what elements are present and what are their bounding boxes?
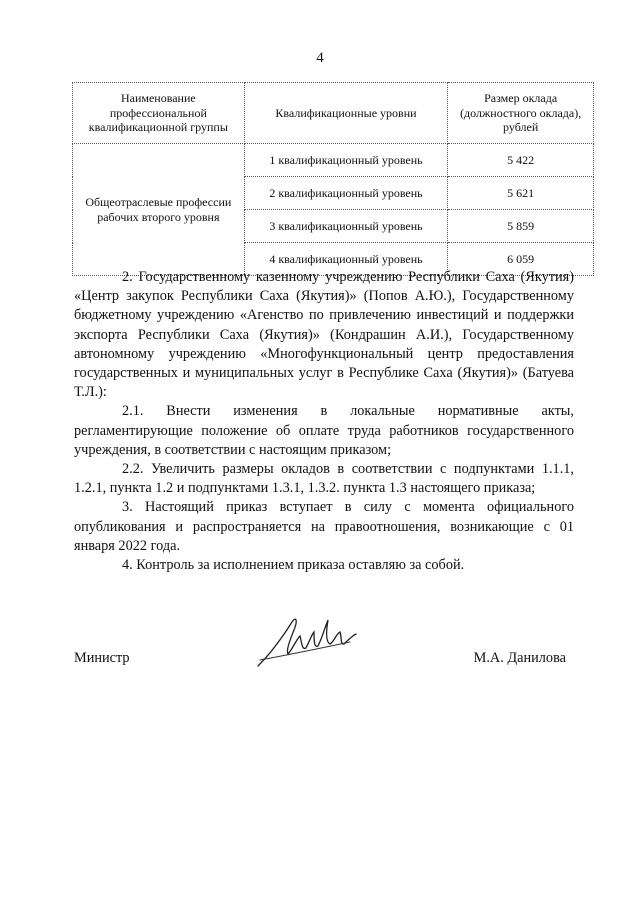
level-cell: 2 квалификационный уровень xyxy=(244,177,448,210)
handwritten-signature xyxy=(252,610,362,672)
salary-cell: 5 859 xyxy=(448,210,594,243)
paragraph-2-2: 2.2. Увеличить размеры окладов в соответствии с подпунктами 1.1.1, 1.2.1, пункта 1.2 и подпунктами 1.3.1, 1.3.2. пункта 1.3 настоящего приказа; xyxy=(74,461,574,497)
paragraph-2-1: 2.1. Внести изменения в локальные нормативные акты, регламентирующие положение об оплате труда работников государственного учреждения, в соответствии с настоящим приказом; xyxy=(74,403,574,458)
level-cell: 4 квалификационный уровень xyxy=(244,243,448,276)
level-cell: 3 квалификационный уровень xyxy=(244,210,448,243)
paragraph-2: 2. Государственному казенному учреждению Республики Саха (Якутия) «Центр закупок Республики Саха (Якутия)» (Попов А.Ю.), Государственному бюджетному учреждению «Агенство по привлечению инвестиций и поддержки экспорта Республики Саха (Якутия)» (Кондрашин А.И.), Государственному автономному учреждению «Многофункциональный центр предоставления государственных и муниципальных услуг в Республике Саха (Якутия)» (Батуева Т.Л.): xyxy=(74,269,574,401)
table-row xyxy=(73,144,594,177)
header-group-name: Наименование профессиональной квалификационной группы xyxy=(73,83,245,144)
table-header-row xyxy=(73,83,594,144)
level-cell: 1 квалификационный уровень xyxy=(244,144,448,177)
header-salary: Размер оклада (должностного оклада), рублей xyxy=(448,83,594,144)
order-body xyxy=(74,268,574,575)
signatory-title: Министр xyxy=(74,650,130,666)
page-number: 4 xyxy=(316,50,324,66)
signatory-name: М.А. Данилова xyxy=(473,650,566,666)
salary-cell: 6 059 xyxy=(448,243,594,276)
paragraph-3: 3. Настоящий приказ вступает в силу с момента официального опубликования и распространяется на правоотношения, возникающие с 01 января 2022 года. xyxy=(74,499,574,554)
group-name-cell: Общеотраслевые профессии рабочих второго уровня xyxy=(73,144,245,276)
salary-cell: 5 422 xyxy=(448,144,594,177)
salary-cell: 5 621 xyxy=(448,177,594,210)
paragraph-4: 4. Контроль за исполнением приказа оставляю за собой. xyxy=(122,557,465,574)
salary-table xyxy=(72,82,594,276)
header-levels: Квалификационные уровни xyxy=(244,83,448,144)
